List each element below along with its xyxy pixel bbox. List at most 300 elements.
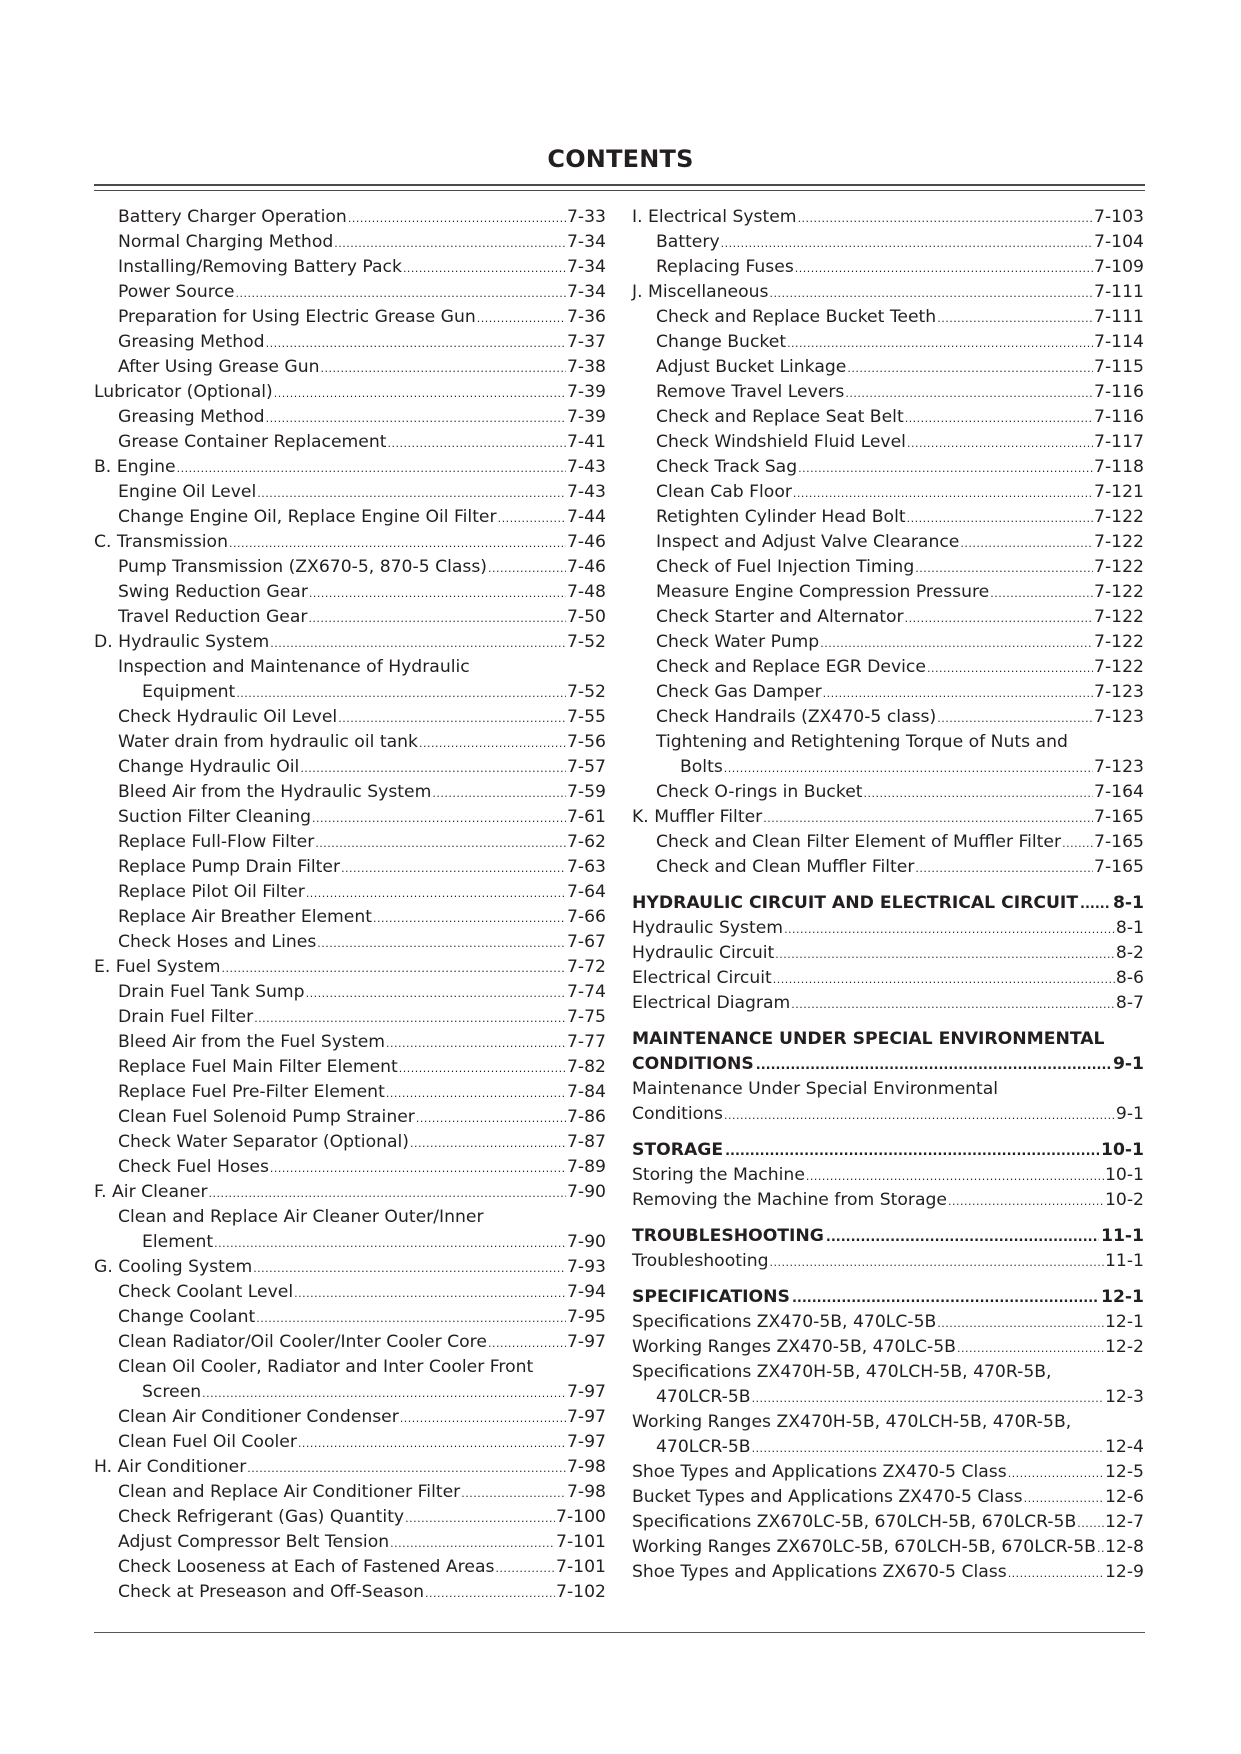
entry-page-number: 7-57 <box>566 757 606 777</box>
toc-entry[interactable] <box>94 755 606 780</box>
leader-dots <box>300 756 566 781</box>
toc-entry[interactable] <box>632 555 1144 580</box>
entry-page-number: 7-61 <box>566 807 606 827</box>
entry-page-number: 7-123 <box>1094 757 1144 777</box>
toc-entry[interactable] <box>94 955 606 980</box>
entry-page-number: 12-1 <box>1104 1312 1144 1332</box>
entry-label: Check Water Separator (Optional) <box>118 1132 409 1152</box>
toc-entry[interactable] <box>632 1560 1144 1585</box>
leader-dots <box>1077 1511 1104 1536</box>
toc-entry[interactable] <box>632 805 1144 830</box>
entry-label: Water drain from hydraulic oil tank <box>118 732 418 752</box>
leader-dots <box>845 381 1093 406</box>
toc-entry[interactable] <box>632 430 1144 455</box>
leader-dots <box>791 992 1115 1017</box>
toc-entry[interactable] <box>94 1505 606 1530</box>
entry-label: Conditions <box>632 1104 723 1124</box>
entry-label: Adjust Bucket Linkage <box>656 357 847 377</box>
toc-entry[interactable] <box>632 1460 1144 1485</box>
toc-entry[interactable] <box>94 630 606 655</box>
entry-label: Electrical Diagram <box>632 993 791 1013</box>
leader-dots <box>763 806 1093 831</box>
toc-entry[interactable] <box>94 905 606 930</box>
leader-dots <box>725 1139 1099 1164</box>
leader-dots <box>770 1250 1104 1275</box>
toc-entry[interactable] <box>94 1155 606 1180</box>
entry-label: Equipment <box>142 682 236 702</box>
toc-entry[interactable] <box>632 580 1144 605</box>
leader-dots <box>315 831 566 856</box>
entry-page-number: 7-165 <box>1094 807 1144 827</box>
leader-dots <box>270 631 566 656</box>
toc-entry[interactable] <box>94 855 606 880</box>
entry-page-number: 10-1 <box>1104 1165 1144 1185</box>
entry-page-number: 12-3 <box>1104 1387 1144 1407</box>
entry-label: Lubricator (Optional) <box>94 382 273 402</box>
toc-entry-line[interactable]: Inspection and Maintenance of Hydraulic <box>118 657 470 677</box>
toc-entry[interactable] <box>632 855 1144 880</box>
entry-page-number: 7-122 <box>1094 657 1144 677</box>
leader-dots <box>348 206 566 231</box>
entry-label: Check Hoses and Lines <box>118 932 317 952</box>
toc-entry[interactable] <box>632 280 1144 305</box>
leader-dots <box>294 1281 566 1306</box>
leader-dots <box>795 256 1093 281</box>
entry-page-number: 7-90 <box>566 1232 606 1252</box>
entry-page-number: 7-97 <box>566 1382 606 1402</box>
toc-entry-line[interactable]: Clean Oil Cooler, Radiator and Inter Cooler Front <box>118 1357 534 1377</box>
leader-dots <box>222 956 566 981</box>
entry-page-number: 7-36 <box>566 307 606 327</box>
entry-page-number: 7-46 <box>566 557 606 577</box>
toc-entry[interactable] <box>632 205 1144 230</box>
leader-dots <box>312 806 566 831</box>
entry-label: Working Ranges ZX670LC-5B, 670LCH-5B, 670LCR-5B <box>632 1537 1096 1557</box>
section-heading-label: CONDITIONS <box>632 1054 754 1074</box>
entry-label: Change Bucket <box>656 332 787 352</box>
toc-entry[interactable] <box>94 205 606 230</box>
toc-entry[interactable] <box>94 1430 606 1455</box>
toc-entry[interactable] <box>632 916 1144 941</box>
toc-entry[interactable] <box>632 330 1144 355</box>
entry-label: Remove Travel Levers <box>656 382 845 402</box>
leader-dots <box>309 581 566 606</box>
leader-dots <box>937 1311 1104 1336</box>
toc-entry[interactable] <box>632 941 1144 966</box>
entry-page-number: 7-34 <box>566 232 606 252</box>
entry-label: Normal Charging Method <box>118 232 334 252</box>
leader-dots <box>254 1006 566 1031</box>
entry-page-number: 12-8 <box>1104 1537 1144 1557</box>
toc-entry[interactable] <box>94 580 606 605</box>
entry-page-number: 7-87 <box>566 1132 606 1152</box>
toc-section-heading[interactable] <box>632 1285 1144 1310</box>
entry-label: Change Engine Oil, Replace Engine Oil Filter <box>118 507 497 527</box>
section-page-number: 11-1 <box>1100 1226 1144 1246</box>
entry-page-number: 7-122 <box>1094 507 1144 527</box>
entry-label: Check Handrails (ZX470-5 class) <box>656 707 937 727</box>
entry-label: Clean Fuel Solenoid Pump Strainer <box>118 1107 415 1127</box>
toc-entry[interactable] <box>94 430 606 455</box>
entry-page-number: 7-75 <box>566 1007 606 1027</box>
entry-page-number: 7-90 <box>566 1182 606 1202</box>
entry-label: F. Air Cleaner <box>94 1182 208 1202</box>
section-heading-label: SPECIFICATIONS <box>632 1287 790 1307</box>
entry-label: Check and Clean Filter Element of Muffler Filter <box>656 832 1062 852</box>
toc-section-heading[interactable] <box>632 891 1144 916</box>
entry-page-number: 7-48 <box>566 582 606 602</box>
leader-dots <box>495 1556 555 1581</box>
toc-entry[interactable] <box>632 755 1144 780</box>
toc-entry[interactable] <box>632 1163 1144 1188</box>
leader-dots <box>257 481 566 506</box>
toc-entry[interactable] <box>632 1249 1144 1274</box>
entry-label: Screen <box>142 1382 202 1402</box>
entry-page-number: 7-100 <box>556 1507 606 1527</box>
entry-label: Check Fuel Hoses <box>118 1157 269 1177</box>
entry-page-number: 8-6 <box>1115 968 1144 988</box>
toc-entry[interactable] <box>632 1510 1144 1535</box>
toc-entry[interactable] <box>94 1480 606 1505</box>
entry-label: Check Windshield Fluid Level <box>656 432 906 452</box>
toc-entry[interactable] <box>632 1435 1144 1460</box>
leader-dots <box>410 1131 566 1156</box>
entry-label: Replace Air Breather Element <box>118 907 372 927</box>
entry-page-number: 12-4 <box>1104 1437 1144 1457</box>
entry-label: Check Starter and Alternator <box>656 607 904 627</box>
toc-section-heading[interactable] <box>632 1138 1144 1163</box>
leader-dots <box>907 506 1093 531</box>
toc-entry[interactable] <box>94 980 606 1005</box>
entry-label: Replace Fuel Pre-Filter Element <box>118 1082 385 1102</box>
toc-entry[interactable] <box>632 480 1144 505</box>
toc-left-column <box>94 205 606 1605</box>
section-gap <box>632 1274 1144 1285</box>
toc-entry[interactable] <box>632 605 1144 630</box>
entry-label: Power Source <box>118 282 235 302</box>
leader-dots <box>948 1189 1104 1214</box>
toc-entry[interactable] <box>94 505 606 530</box>
leader-dots <box>306 981 566 1006</box>
toc-entry[interactable] <box>94 1080 606 1105</box>
toc-section-heading-line[interactable]: MAINTENANCE UNDER SPECIAL ENVIRONMENTAL <box>632 1029 1105 1049</box>
toc-entry[interactable] <box>94 1530 606 1555</box>
toc-entry[interactable] <box>632 1188 1144 1213</box>
leader-dots <box>177 456 566 481</box>
entry-page-number: 7-122 <box>1094 632 1144 652</box>
toc-entry[interactable] <box>94 330 606 355</box>
leader-dots <box>937 706 1093 731</box>
entry-page-number: 7-34 <box>566 282 606 302</box>
leader-dots <box>432 781 566 806</box>
entry-page-number: 12-7 <box>1104 1512 1144 1532</box>
entry-page-number: 7-111 <box>1094 307 1144 327</box>
toc-entry[interactable] <box>94 805 606 830</box>
entry-label: Replace Fuel Main Filter Element <box>118 1057 398 1077</box>
toc-entry[interactable] <box>632 255 1144 280</box>
section-heading-label: HYDRAULIC CIRCUIT AND ELECTRICAL CIRCUIT <box>632 893 1079 913</box>
entry-label: Removing the Machine from Storage <box>632 1190 948 1210</box>
toc-entry[interactable] <box>94 1130 606 1155</box>
toc-entry[interactable] <box>632 780 1144 805</box>
leader-dots <box>306 881 566 906</box>
entry-label: Retighten Cylinder Head Bolt <box>656 507 906 527</box>
toc-entry[interactable] <box>632 355 1144 380</box>
toc-entry[interactable] <box>94 1055 606 1080</box>
toc-entry[interactable] <box>94 1255 606 1280</box>
toc-entry[interactable] <box>94 605 606 630</box>
entry-label: Check and Replace EGR Device <box>656 657 926 677</box>
entry-page-number: 7-164 <box>1094 782 1144 802</box>
leader-dots <box>256 1306 566 1331</box>
entry-page-number: 7-115 <box>1094 357 1144 377</box>
leader-dots <box>498 506 566 531</box>
toc-entry[interactable] <box>94 305 606 330</box>
toc-entry[interactable] <box>632 966 1144 991</box>
leader-dots <box>214 1231 566 1256</box>
toc-entry[interactable] <box>94 880 606 905</box>
leader-dots <box>990 581 1093 606</box>
toc-entry[interactable] <box>94 705 606 730</box>
entry-page-number: 7-97 <box>566 1332 606 1352</box>
entry-page-number: 7-165 <box>1094 832 1144 852</box>
entry-label: I. Electrical System <box>632 207 797 227</box>
section-gap <box>632 1127 1144 1138</box>
toc-entry[interactable] <box>94 930 606 955</box>
toc-entry[interactable] <box>94 1030 606 1055</box>
footer-rule <box>94 1632 1145 1633</box>
toc-entry[interactable] <box>632 505 1144 530</box>
leader-dots <box>253 1256 566 1281</box>
leader-dots <box>266 331 566 356</box>
toc-entry[interactable] <box>94 530 606 555</box>
entry-label: 470LCR-5B <box>656 1437 751 1457</box>
entry-page-number: 7-34 <box>566 257 606 277</box>
toc-entry[interactable] <box>94 1455 606 1480</box>
leader-dots <box>308 606 566 631</box>
entry-page-number: 7-103 <box>1094 207 1144 227</box>
toc-entry[interactable] <box>632 991 1144 1016</box>
entry-page-number: 7-165 <box>1094 857 1144 877</box>
entry-page-number: 7-82 <box>566 1057 606 1077</box>
toc-entry[interactable] <box>632 680 1144 705</box>
toc-entry[interactable] <box>94 280 606 305</box>
entry-page-number: 7-64 <box>566 882 606 902</box>
entry-label: Storing the Machine <box>632 1165 805 1185</box>
toc-entry[interactable] <box>94 1580 606 1605</box>
section-page-number: 12-1 <box>1100 1287 1144 1307</box>
entry-label: Change Coolant <box>118 1307 256 1327</box>
toc-entry-line[interactable]: Specifications ZX470H-5B, 470LCH-5B, 470R-5B, <box>632 1362 1052 1382</box>
entry-label: Swing Reduction Gear <box>118 582 308 602</box>
toc-entry[interactable] <box>94 1005 606 1030</box>
leader-dots <box>386 1031 566 1056</box>
leader-dots <box>787 331 1093 356</box>
toc-entry[interactable] <box>94 355 606 380</box>
toc-section-heading[interactable] <box>632 1224 1144 1249</box>
toc-entry[interactable] <box>632 830 1144 855</box>
leader-dots <box>756 1053 1111 1078</box>
entry-label: Inspect and Adjust Valve Clearance <box>656 532 960 552</box>
leader-dots <box>266 406 566 431</box>
toc-entry[interactable] <box>632 380 1144 405</box>
leader-dots <box>792 1286 1099 1311</box>
toc-entry[interactable] <box>94 1180 606 1205</box>
toc-entry[interactable] <box>632 230 1144 255</box>
entry-page-number: 7-123 <box>1094 682 1144 702</box>
entry-page-number: 7-97 <box>566 1432 606 1452</box>
entry-page-number: 7-41 <box>566 432 606 452</box>
leader-dots <box>229 531 566 556</box>
leader-dots <box>960 531 1093 556</box>
entry-page-number: 7-109 <box>1094 257 1144 277</box>
entry-label: Greasing Method <box>118 332 265 352</box>
entry-page-number: 7-104 <box>1094 232 1144 252</box>
toc-entry[interactable] <box>94 555 606 580</box>
toc-entry[interactable] <box>632 1535 1144 1560</box>
entry-page-number: 12-6 <box>1104 1487 1144 1507</box>
toc-entry[interactable] <box>94 1230 606 1255</box>
leader-dots <box>373 906 566 931</box>
toc-entry[interactable] <box>94 1105 606 1130</box>
toc-entry[interactable] <box>94 230 606 255</box>
toc-entry[interactable] <box>94 480 606 505</box>
entry-page-number: 7-84 <box>566 1082 606 1102</box>
leader-dots <box>416 1106 566 1131</box>
leader-dots <box>915 556 1093 581</box>
entry-label: Check Track Sag <box>656 457 798 477</box>
toc-entry[interactable] <box>632 305 1144 330</box>
entry-page-number: 9-1 <box>1115 1104 1144 1124</box>
entry-page-number: 7-72 <box>566 957 606 977</box>
entry-label: Replace Pilot Oil Filter <box>118 882 305 902</box>
entry-page-number: 7-50 <box>566 607 606 627</box>
entry-label: Adjust Compressor Belt Tension <box>118 1532 390 1552</box>
entry-page-number: 7-116 <box>1094 407 1144 427</box>
leader-dots <box>798 456 1093 481</box>
entry-page-number: 7-93 <box>566 1257 606 1277</box>
toc-entry-line[interactable]: Tightening and Retightening Torque of Nuts and <box>656 732 1068 752</box>
leader-dots <box>390 1531 555 1556</box>
entry-page-number: 7-59 <box>566 782 606 802</box>
toc-entry-line[interactable]: Working Ranges ZX470H-5B, 470LCH-5B, 470R-5B, <box>632 1412 1072 1432</box>
entry-label: Travel Reduction Gear <box>118 607 308 627</box>
entry-page-number: 7-43 <box>566 457 606 477</box>
toc-section-heading[interactable] <box>632 1052 1144 1077</box>
leader-dots <box>784 917 1115 942</box>
entry-label: Installing/Removing Battery Pack <box>118 257 402 277</box>
toc-entry[interactable] <box>632 705 1144 730</box>
toc-entry[interactable] <box>94 255 606 280</box>
toc-entry[interactable] <box>632 530 1144 555</box>
leader-dots <box>247 1456 566 1481</box>
entry-page-number: 7-102 <box>556 1582 606 1602</box>
leader-dots <box>793 481 1093 506</box>
toc-entry[interactable] <box>94 680 606 705</box>
toc-entry[interactable] <box>632 1102 1144 1127</box>
entry-label: Check and Replace Bucket Teeth <box>656 307 937 327</box>
entry-label: Check of Fuel Injection Timing <box>656 557 915 577</box>
toc-entry[interactable] <box>94 1405 606 1430</box>
entry-page-number: 7-38 <box>566 357 606 377</box>
toc-entry[interactable] <box>632 655 1144 680</box>
toc-entry[interactable] <box>94 1555 606 1580</box>
leader-dots <box>400 1406 566 1431</box>
leader-dots <box>957 1336 1104 1361</box>
entry-page-number: 7-98 <box>566 1482 606 1502</box>
entry-label: Check Hydraulic Oil Level <box>118 707 338 727</box>
entry-label: Working Ranges ZX470-5B, 470LC-5B <box>632 1337 956 1357</box>
toc-entry[interactable] <box>94 1380 606 1405</box>
leader-dots <box>847 356 1093 381</box>
entry-label: Check Looseness at Each of Fastened Areas <box>118 1557 495 1577</box>
entry-page-number: 7-44 <box>566 507 606 527</box>
toc-entry[interactable] <box>94 405 606 430</box>
entry-label: Element <box>142 1232 214 1252</box>
entry-label: Check and Clean Muffler Filter <box>656 857 915 877</box>
toc-entry-line[interactable]: Maintenance Under Special Environmental <box>632 1079 999 1099</box>
entry-label: Check Water Pump <box>656 632 820 652</box>
entry-label: Bleed Air from the Hydraulic System <box>118 782 432 802</box>
section-page-number: 8-1 <box>1112 893 1144 913</box>
toc-entry[interactable] <box>94 1330 606 1355</box>
section-heading-label: TROUBLESHOOTING <box>632 1226 824 1246</box>
toc-entry[interactable] <box>94 455 606 480</box>
leader-dots <box>236 681 566 706</box>
leader-dots <box>403 256 566 281</box>
toc-entry[interactable] <box>94 1305 606 1330</box>
entry-label: Check Refrigerant (Gas) Quantity <box>118 1507 405 1527</box>
toc-entry[interactable] <box>632 630 1144 655</box>
leader-dots <box>235 281 566 306</box>
entry-page-number: 7-121 <box>1094 482 1144 502</box>
entry-page-number: 7-62 <box>566 832 606 852</box>
entry-label: K. Muffler Filter <box>632 807 763 827</box>
toc-entry[interactable] <box>94 780 606 805</box>
toc-entry[interactable] <box>94 380 606 405</box>
entry-label: Grease Container Replacement <box>118 432 387 452</box>
toc-entry[interactable] <box>94 1280 606 1305</box>
leader-dots <box>721 231 1093 256</box>
toc-entry[interactable] <box>632 455 1144 480</box>
entry-page-number: 7-111 <box>1094 282 1144 302</box>
toc-entry[interactable] <box>632 405 1144 430</box>
leader-dots <box>341 856 566 881</box>
section-heading-label: STORAGE <box>632 1140 724 1160</box>
entry-page-number: 7-95 <box>566 1307 606 1327</box>
entry-label: Check and Replace Seat Belt <box>656 407 904 427</box>
leader-dots <box>724 1103 1115 1128</box>
entry-label: Bolts <box>680 757 723 777</box>
entry-label: D. Hydraulic System <box>94 632 270 652</box>
toc-entry[interactable] <box>632 1310 1144 1335</box>
entry-label: Battery <box>656 232 720 252</box>
toc-entry[interactable] <box>94 730 606 755</box>
toc-entry-line[interactable]: Clean and Replace Air Cleaner Outer/Inner <box>118 1207 484 1227</box>
toc-entry[interactable] <box>94 830 606 855</box>
toc-entry[interactable] <box>632 1335 1144 1360</box>
entry-page-number: 7-98 <box>566 1457 606 1477</box>
entry-page-number: 7-122 <box>1094 607 1144 627</box>
leader-dots <box>202 1381 566 1406</box>
entry-label: 470LCR-5B <box>656 1387 751 1407</box>
toc-entry[interactable] <box>632 1385 1144 1410</box>
entry-label: Clean Cab Floor <box>656 482 792 502</box>
entry-label: Troubleshooting <box>632 1251 769 1271</box>
leader-dots <box>1008 1461 1104 1486</box>
toc-entry[interactable] <box>632 1485 1144 1510</box>
leader-dots <box>915 856 1093 881</box>
